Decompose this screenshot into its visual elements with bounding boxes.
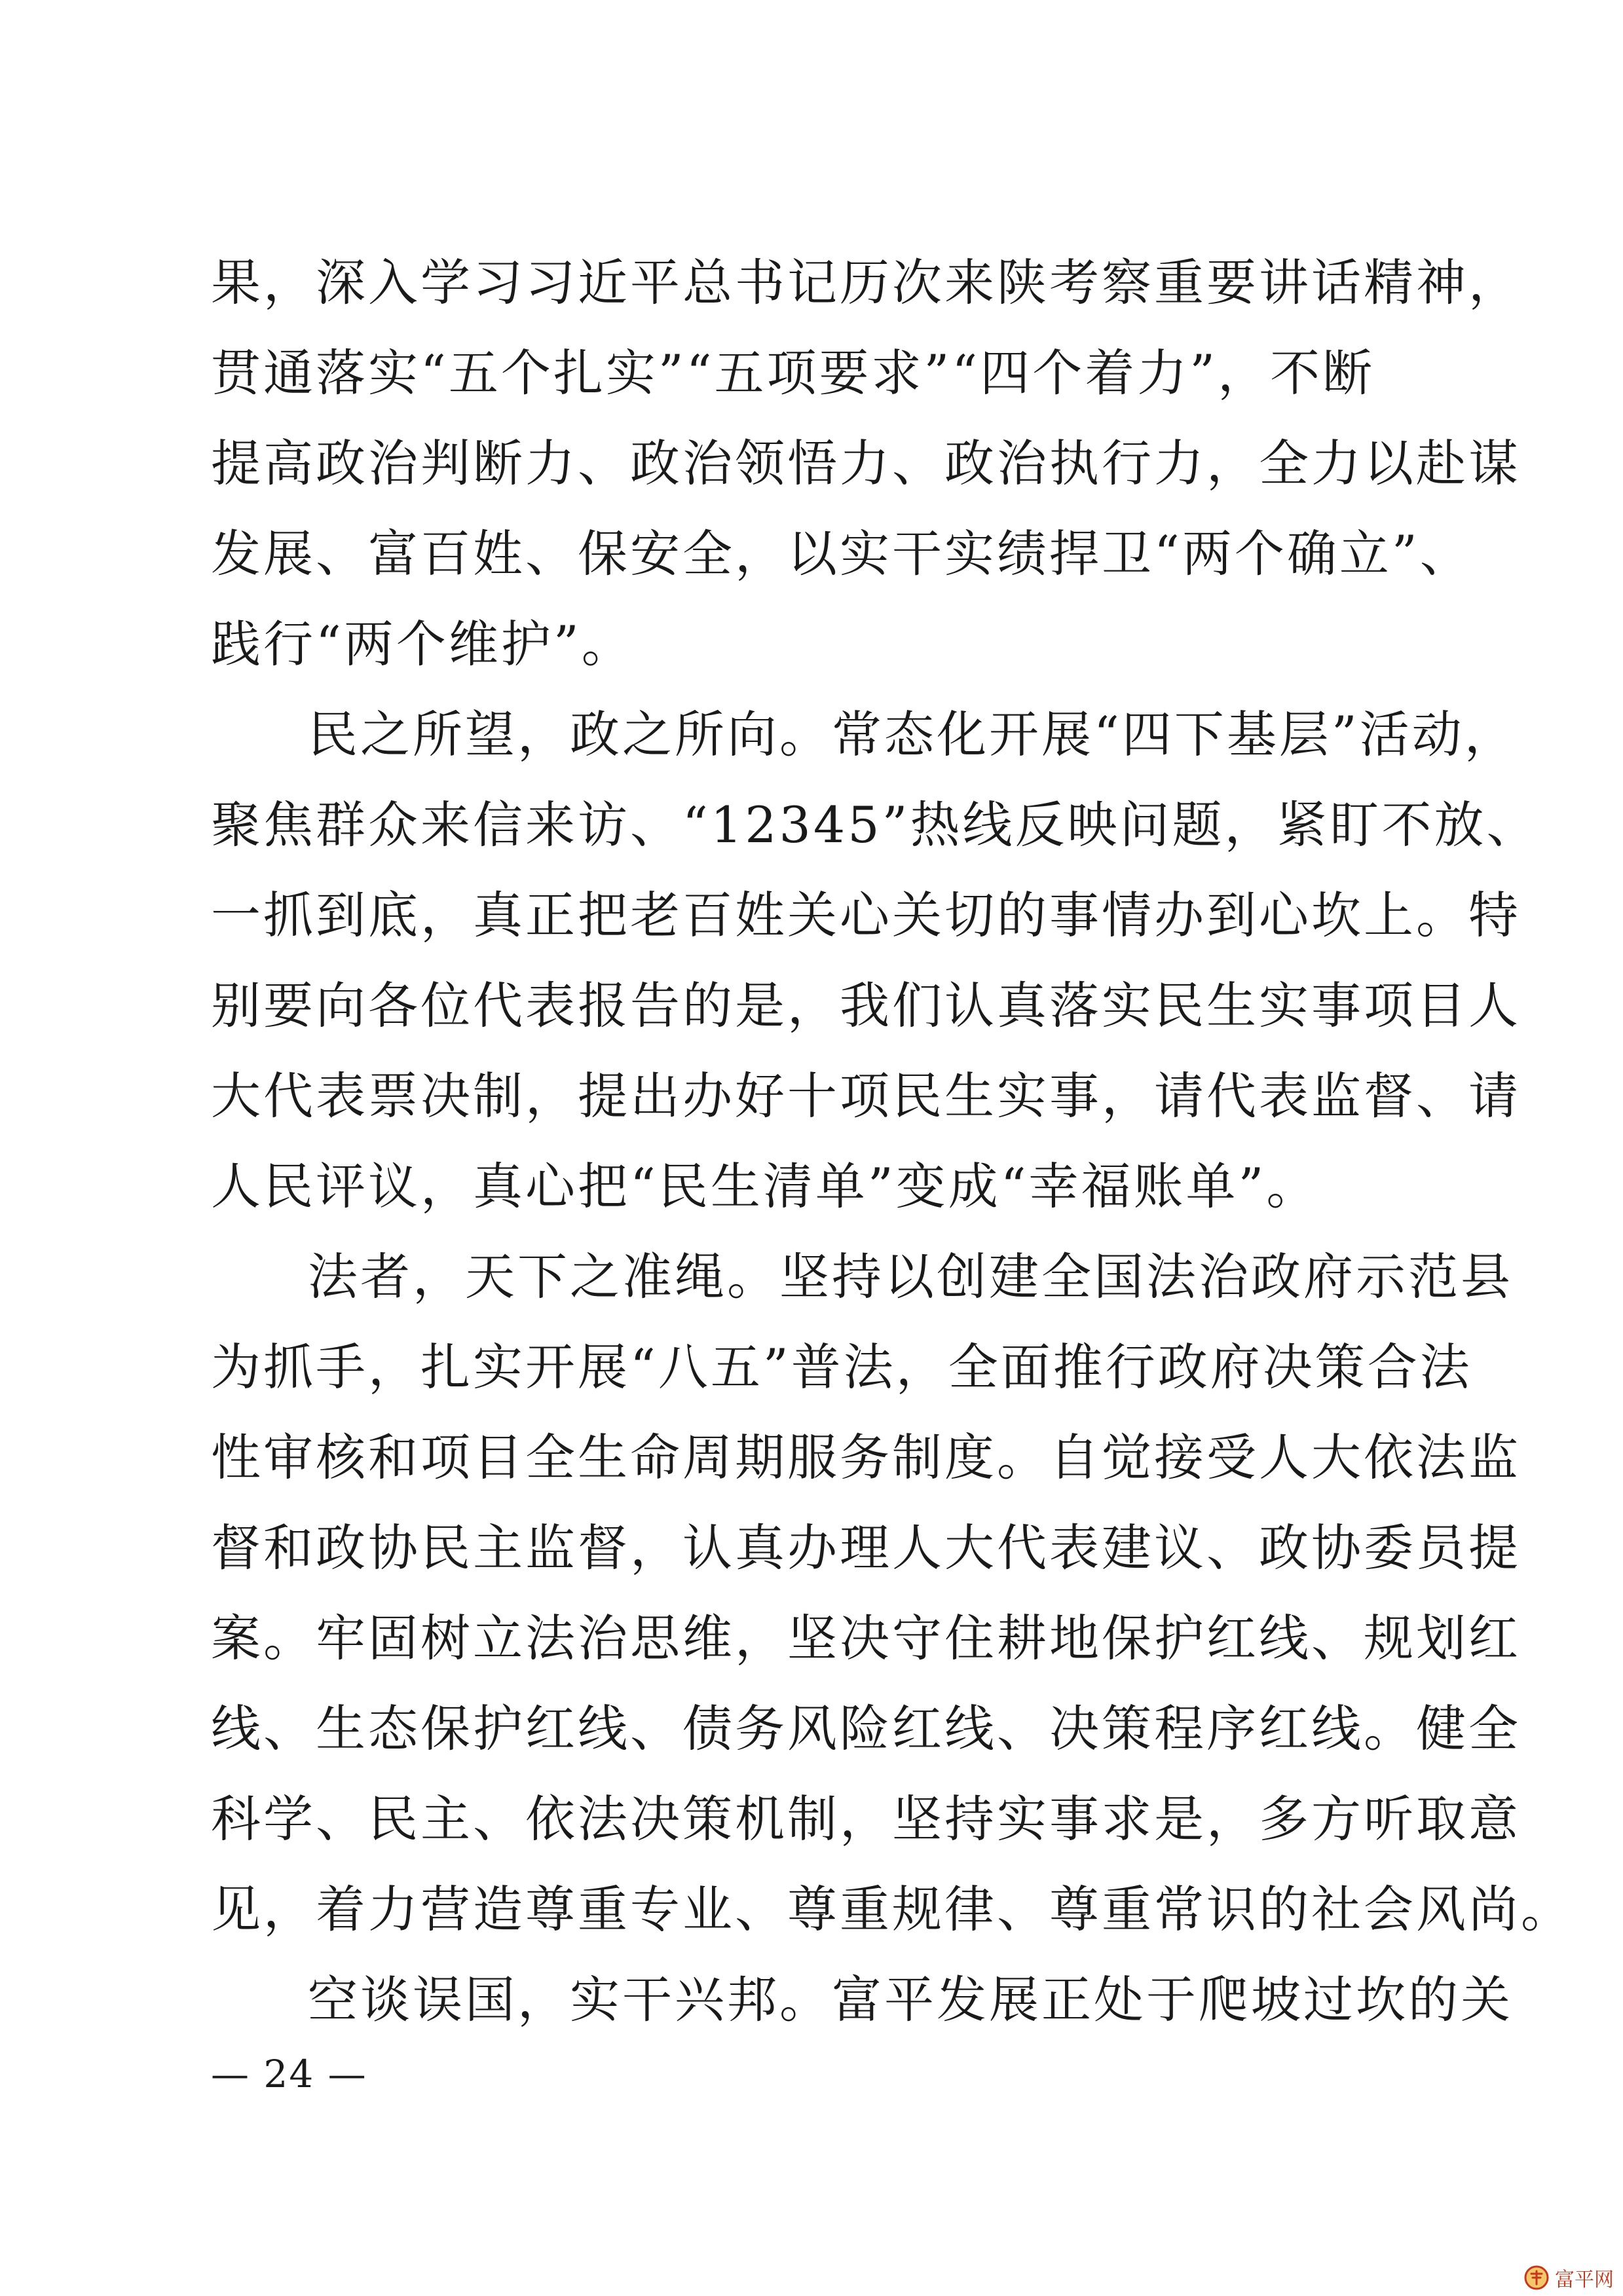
text-line: 科学、民主、依法决策机制，坚持实事求是，多方听取意: [211, 1790, 1521, 1848]
paragraph-start-line: 民之所望，政之所向。常态化开展“四下基层”活动，: [308, 705, 1517, 764]
site-logo-icon: [1523, 2265, 1550, 2291]
text-line: 案。牢固树立法治思维，坚决守住耕地保护红线、规划红: [211, 1609, 1521, 1667]
text-line: 一抓到底，真正把老百姓关心关切的事情办到心坎上。特: [211, 886, 1521, 944]
text-line: 提高政治判断力、政治领悟力、政治执行力，全力以赴谋: [211, 434, 1521, 492]
watermark-text: 富平网: [1555, 2268, 1614, 2291]
page-number: — 24 —: [211, 2052, 367, 2096]
text-line: 发展、富百姓、保安全，以实干实绩捍卫“两个确立”、: [211, 525, 1472, 583]
text-line: 见，着力营造尊重专业、尊重规律、尊重常识的社会风尚。: [211, 1880, 1573, 1938]
paragraph-start-line: 空谈误国，实干兴邦。富平发展正处于爬坡过坎的关: [308, 1971, 1513, 2029]
text-line: 果，深入学习习近平总书记历次来陕考察重要讲话精神，: [211, 253, 1521, 312]
text-line: 督和政协民主监督，认真办理人大代表建议、政协委员提: [211, 1519, 1521, 1577]
text-line: 聚焦群众来信来访、“12345”热线反映问题，紧盯不放、: [211, 796, 1539, 854]
text-line: 贯通落实“五个扎实”“五项要求”“四个着力”，不断: [211, 344, 1375, 402]
text-line: 践行“两个维护”。: [211, 615, 634, 673]
text-line: 为抓手，扎实开展“八五”普法，全面推行政府决策合法: [211, 1338, 1472, 1396]
site-watermark: [1523, 2263, 1614, 2292]
paragraph-start-line: 法者，天下之准绳。坚持以创建全国法治政府示范县: [308, 1248, 1513, 1306]
text-line: 大代表票决制，提出办好十项民生实事，请代表监督、请: [211, 1067, 1521, 1125]
text-line: 性审核和项目全生命周期服务制度。自觉接受人大依法监: [211, 1428, 1521, 1487]
text-line: 人民评议，真心把“民生清单”变成“幸福账单”。: [211, 1157, 1319, 1215]
text-line: 别要向各位代表报告的是，我们认真落实民生实事项目人: [211, 976, 1521, 1035]
text-line: 线、生态保护红线、债务风险红线、决策程序红线。健全: [211, 1699, 1521, 1758]
